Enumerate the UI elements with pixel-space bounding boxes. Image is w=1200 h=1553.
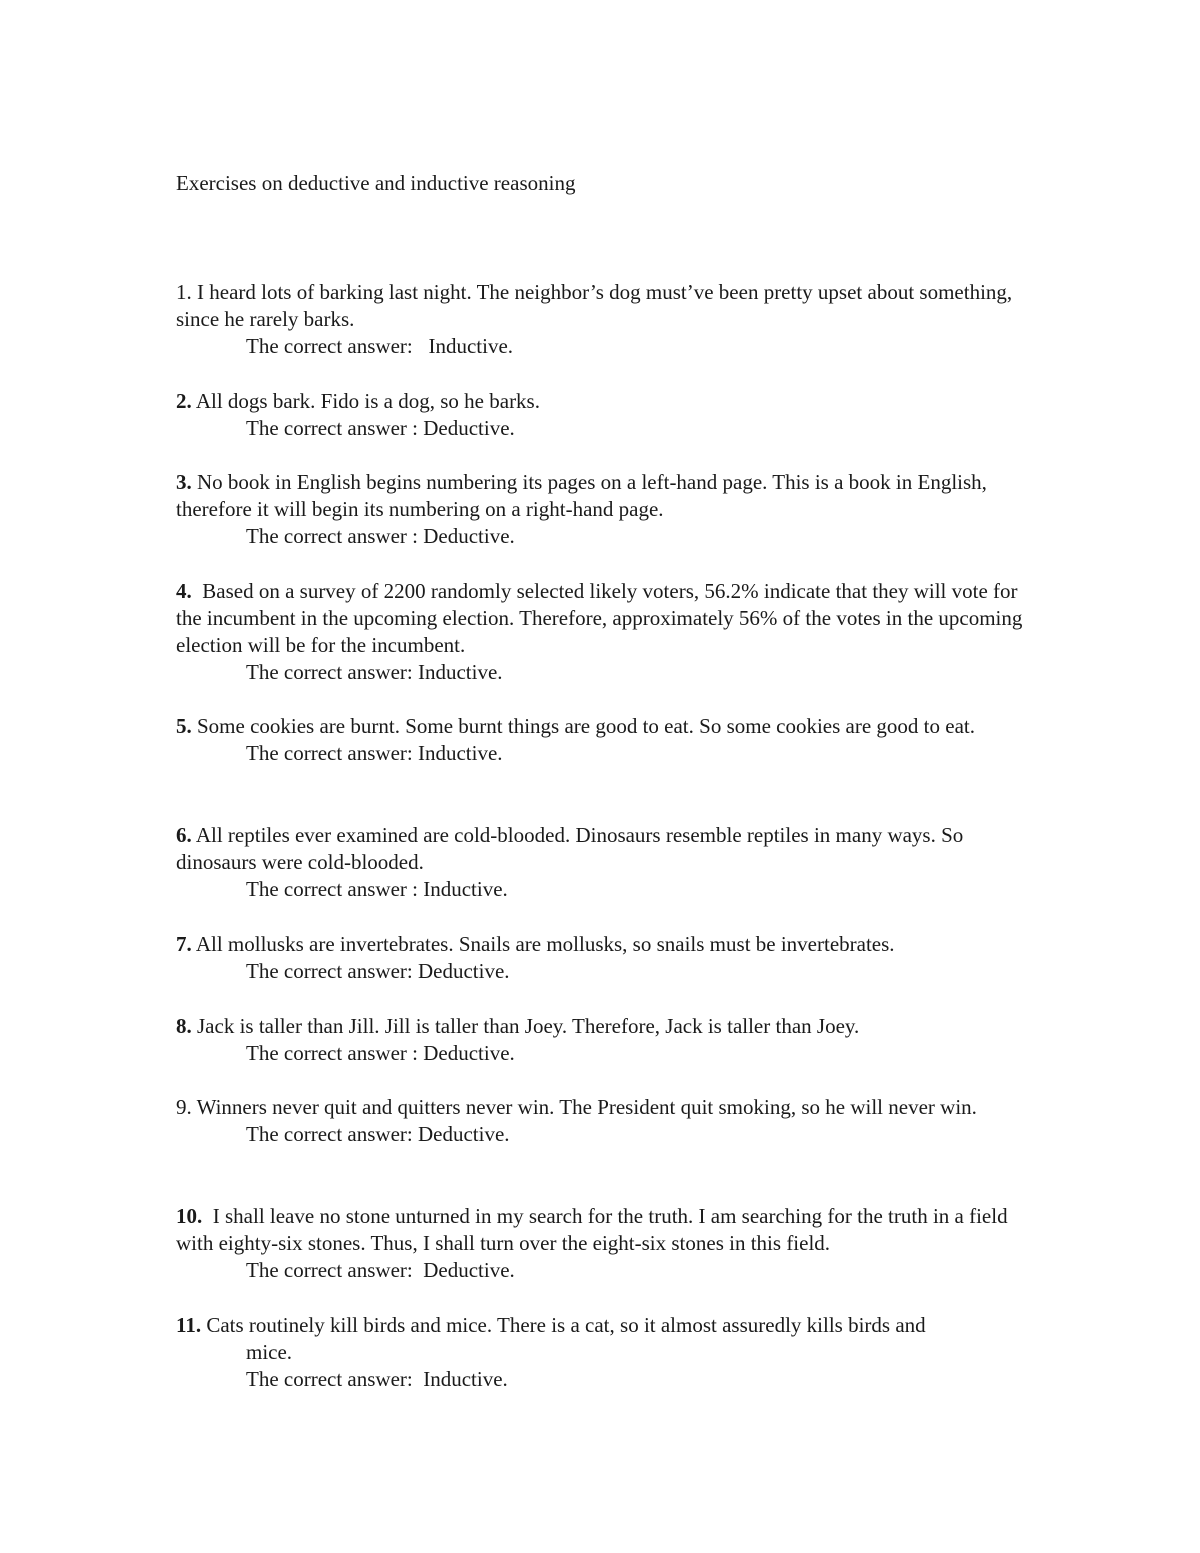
exercise-answer: The correct answer: Inductive. [246,741,503,765]
exercise-question [176,388,1036,415]
exercise-text: I shall leave no stone unturned in my search for the truth. I am searching for the truth in a field with eighty-six stones. Thus, I shall turn over the eight-six stones in this field. [176,1204,1013,1255]
exercise-answer: The correct answer: Inductive. [246,660,503,684]
exercise-number: 7. [176,932,192,956]
exercise-answer: The correct answer: Deductive. [246,1122,510,1146]
exercise-number: 6. [176,823,192,847]
exercise-text: Some cookies are burnt. Some burnt things are good to eat. So some cookies are good to eat. [191,714,975,738]
exercise-text: All reptiles ever examined are cold-blooded. Dinosaurs resemble reptiles in many ways. So dinosaurs were cold-blooded. [176,823,964,874]
exercise-question [176,713,1036,740]
exercise-item-1 [176,279,1036,360]
exercise-question [176,1013,1036,1040]
exercise-question [176,1203,1036,1257]
exercise-question [176,1094,1036,1121]
document-title: Exercises on deductive and inductive reasoning [176,171,576,195]
exercise-question [176,822,1036,876]
exercise-question [176,279,1036,333]
exercise-item-9 [176,1094,1036,1148]
exercise-text: All mollusks are invertebrates. Snails are mollusks, so snails must be invertebrates. [191,932,895,956]
exercise-item-3 [176,469,1036,550]
exercise-item-6 [176,822,1036,903]
exercise-text: I heard lots of barking last night. The neighbor’s dog must’ve been pretty upset about something, since he rarely barks. [176,280,1013,331]
exercise-number: 2. [176,389,192,413]
exercise-item-2 [176,388,1036,442]
exercise-text: Winners never quit and quitters never win. The President quit smoking, so he will never win. [191,1095,977,1119]
exercise-number: 4. [176,579,192,603]
exercise-number: 1. [176,280,192,304]
exercise-answer: The correct answer: Inductive. [246,1367,508,1391]
exercise-answer: The correct answer: Deductive. [246,959,510,983]
exercise-answer: The correct answer: Deductive. [246,1258,515,1282]
exercise-number: 3. [176,470,192,494]
exercise-item-11 [176,1312,1036,1393]
exercise-question [176,469,1036,523]
exercise-item-10 [176,1203,1036,1284]
exercise-number: 10. [176,1204,203,1228]
exercise-text: No book in English begins numbering its pages on a left-hand page. This is a book in English, therefore it will begin its numbering on a right-hand page. [176,470,987,521]
exercise-item-5 [176,713,1036,767]
exercise-answer: The correct answer : Deductive. [246,416,515,440]
exercise-number: 8. [176,1014,192,1038]
exercise-question [176,1312,1036,1366]
exercise-text: Cats routinely kill birds and mice. There is a cat, so it almost assuredly kills birds and [201,1313,926,1337]
exercise-text: All dogs bark. Fido is a dog, so he barks. [191,389,540,413]
exercise-answer: The correct answer : Deductive. [246,524,515,548]
exercise-item-8 [176,1013,1036,1067]
exercise-item-4 [176,578,1036,686]
exercise-answer: The correct answer : Inductive. [246,877,508,901]
exercise-number: 11. [176,1313,202,1337]
exercise-answer: The correct answer: Inductive. [246,334,514,358]
exercise-answer: The correct answer : Deductive. [246,1041,515,1065]
exercise-item-7 [176,931,1036,985]
exercise-text: Jack is taller than Jill. Jill is taller than Joey. Therefore, Jack is taller than Joey. [191,1014,860,1038]
exercise-text: Based on a survey of 2200 randomly selected likely voters, 56.2% indicate that they will vote for the incumbent in the upcoming election. Therefore, approximately 56% of the votes in the upcoming election will be for the incumbent. [176,579,1028,657]
exercise-question [176,931,1036,958]
exercise-text-continued: mice. [246,1340,293,1364]
exercise-question [176,578,1036,659]
exercise-number: 9. [176,1095,192,1119]
exercise-number: 5. [176,714,192,738]
